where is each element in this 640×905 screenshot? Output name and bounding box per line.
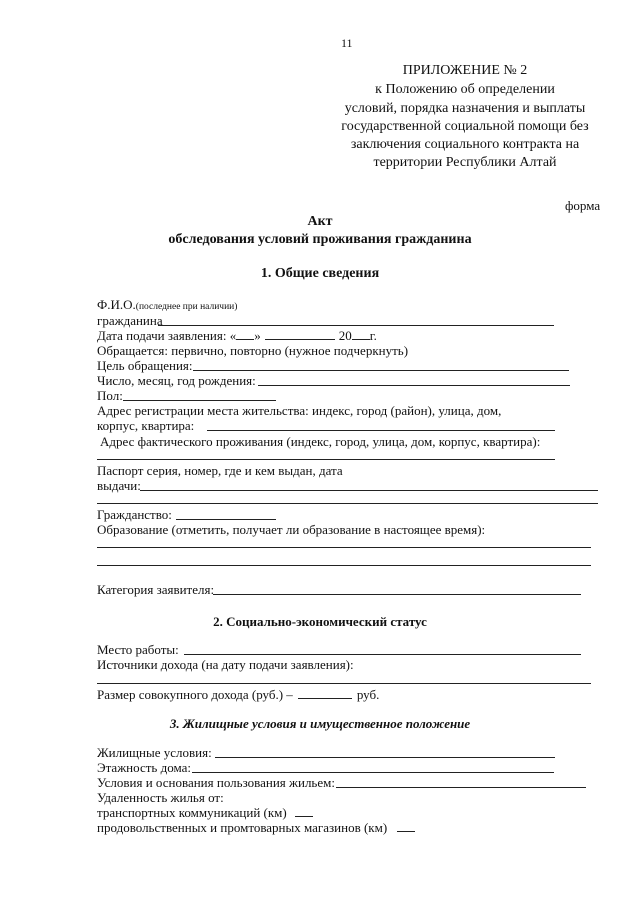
section2-heading: 2. Социально-экономический статус bbox=[213, 614, 427, 629]
education-fill-line-2 bbox=[97, 565, 591, 566]
total-income-row bbox=[97, 687, 379, 702]
section1-heading: 1. Общие сведения bbox=[260, 266, 380, 281]
date-label: Дата подачи заявления: « bbox=[97, 328, 237, 343]
income-sources-fill-line bbox=[97, 683, 591, 684]
fio-label: Ф.И.О. bbox=[97, 297, 136, 312]
total-income-label: Размер совокупного дохода (руб.) – bbox=[97, 687, 293, 702]
shops-label: продовольственных и промтоварных магазинов (км) bbox=[97, 820, 388, 835]
housing-fill-line bbox=[215, 757, 555, 758]
category-label: Категория заявителя: bbox=[97, 582, 215, 597]
citizenship-fill-line bbox=[176, 519, 276, 520]
work-label: Место работы: bbox=[97, 642, 179, 657]
applies-label: Обращается: первично, повторно (нужное подчеркнуть) bbox=[97, 343, 409, 358]
act-subtitle: обследования условий проживания гражданина bbox=[168, 232, 472, 247]
section3-heading: 3. Жилищные условия и имущественное положение bbox=[169, 716, 471, 731]
date-quote-close: » bbox=[254, 328, 261, 343]
reg-address-label-2: корпус, квартира: bbox=[97, 418, 195, 433]
reg-address-label: Адрес регистрации места жительства: индекс, город (район), улица, дом, bbox=[97, 403, 502, 418]
floors-fill-line bbox=[192, 772, 554, 773]
actual-address-fill-line bbox=[97, 459, 555, 460]
education-fill-line bbox=[97, 547, 591, 548]
transport-label: транспортных коммуникаций (км) bbox=[97, 805, 287, 820]
birth-fill-line bbox=[258, 385, 570, 386]
date-label-row bbox=[97, 328, 377, 343]
page-number: 11 bbox=[341, 36, 353, 50]
sex-label: Пол: bbox=[97, 388, 123, 403]
actual-address-label: Адрес фактического проживания (индекс, город, улица, дом, корпус, квартира): bbox=[100, 434, 541, 449]
shops-row bbox=[97, 820, 415, 835]
purpose-fill-line bbox=[193, 370, 569, 371]
date-year: 20 bbox=[338, 328, 352, 343]
distance-label: Удаленность жилья от: bbox=[97, 790, 224, 805]
category-fill-line bbox=[213, 594, 581, 595]
usage-fill-line bbox=[336, 787, 586, 788]
work-fill-line bbox=[184, 654, 581, 655]
transport-row bbox=[97, 805, 313, 820]
appendix-line: к Положению об определении bbox=[375, 82, 555, 97]
act-title: Акт bbox=[307, 214, 333, 229]
passport-fill-line bbox=[140, 490, 598, 491]
citizenship-label: Гражданство: bbox=[97, 507, 172, 522]
birth-label: Число, месяц, год рождения: bbox=[97, 373, 256, 388]
education-label: Образование (отметить, получает ли образование в настоящее время): bbox=[97, 522, 486, 537]
floors-label: Этажность дома: bbox=[97, 760, 191, 775]
date-suffix: г. bbox=[369, 328, 377, 343]
citizen-label: гражданина bbox=[97, 313, 163, 328]
income-sources-label: Источники дохода (на дату подачи заявления): bbox=[97, 657, 354, 672]
passport-label: Паспорт серия, номер, где и кем выдан, дата bbox=[97, 463, 343, 478]
fio-note: (последнее при наличии) bbox=[135, 302, 238, 312]
passport-label-2: выдачи: bbox=[97, 478, 141, 493]
sex-fill-line bbox=[123, 400, 276, 401]
appendix-line: государственной социальной помощи без bbox=[341, 119, 589, 134]
fio-fill-line bbox=[158, 325, 554, 326]
usage-label: Условия и основания пользования жильем: bbox=[97, 775, 335, 790]
housing-label: Жилищные условия: bbox=[97, 745, 212, 760]
appendix-title: ПРИЛОЖЕНИЕ № 2 bbox=[402, 63, 528, 78]
purpose-label: Цель обращения: bbox=[97, 358, 193, 373]
reg-address-fill-line bbox=[207, 430, 555, 431]
passport-fill-line-2 bbox=[97, 503, 598, 504]
rub-label: руб. bbox=[356, 687, 380, 702]
appendix-line: заключения социального контракта на bbox=[350, 137, 580, 152]
appendix-line: условий, порядка назначения и выплаты bbox=[344, 101, 586, 116]
appendix-line: территории Республики Алтай bbox=[373, 155, 557, 170]
forma-label: форма bbox=[565, 198, 601, 213]
